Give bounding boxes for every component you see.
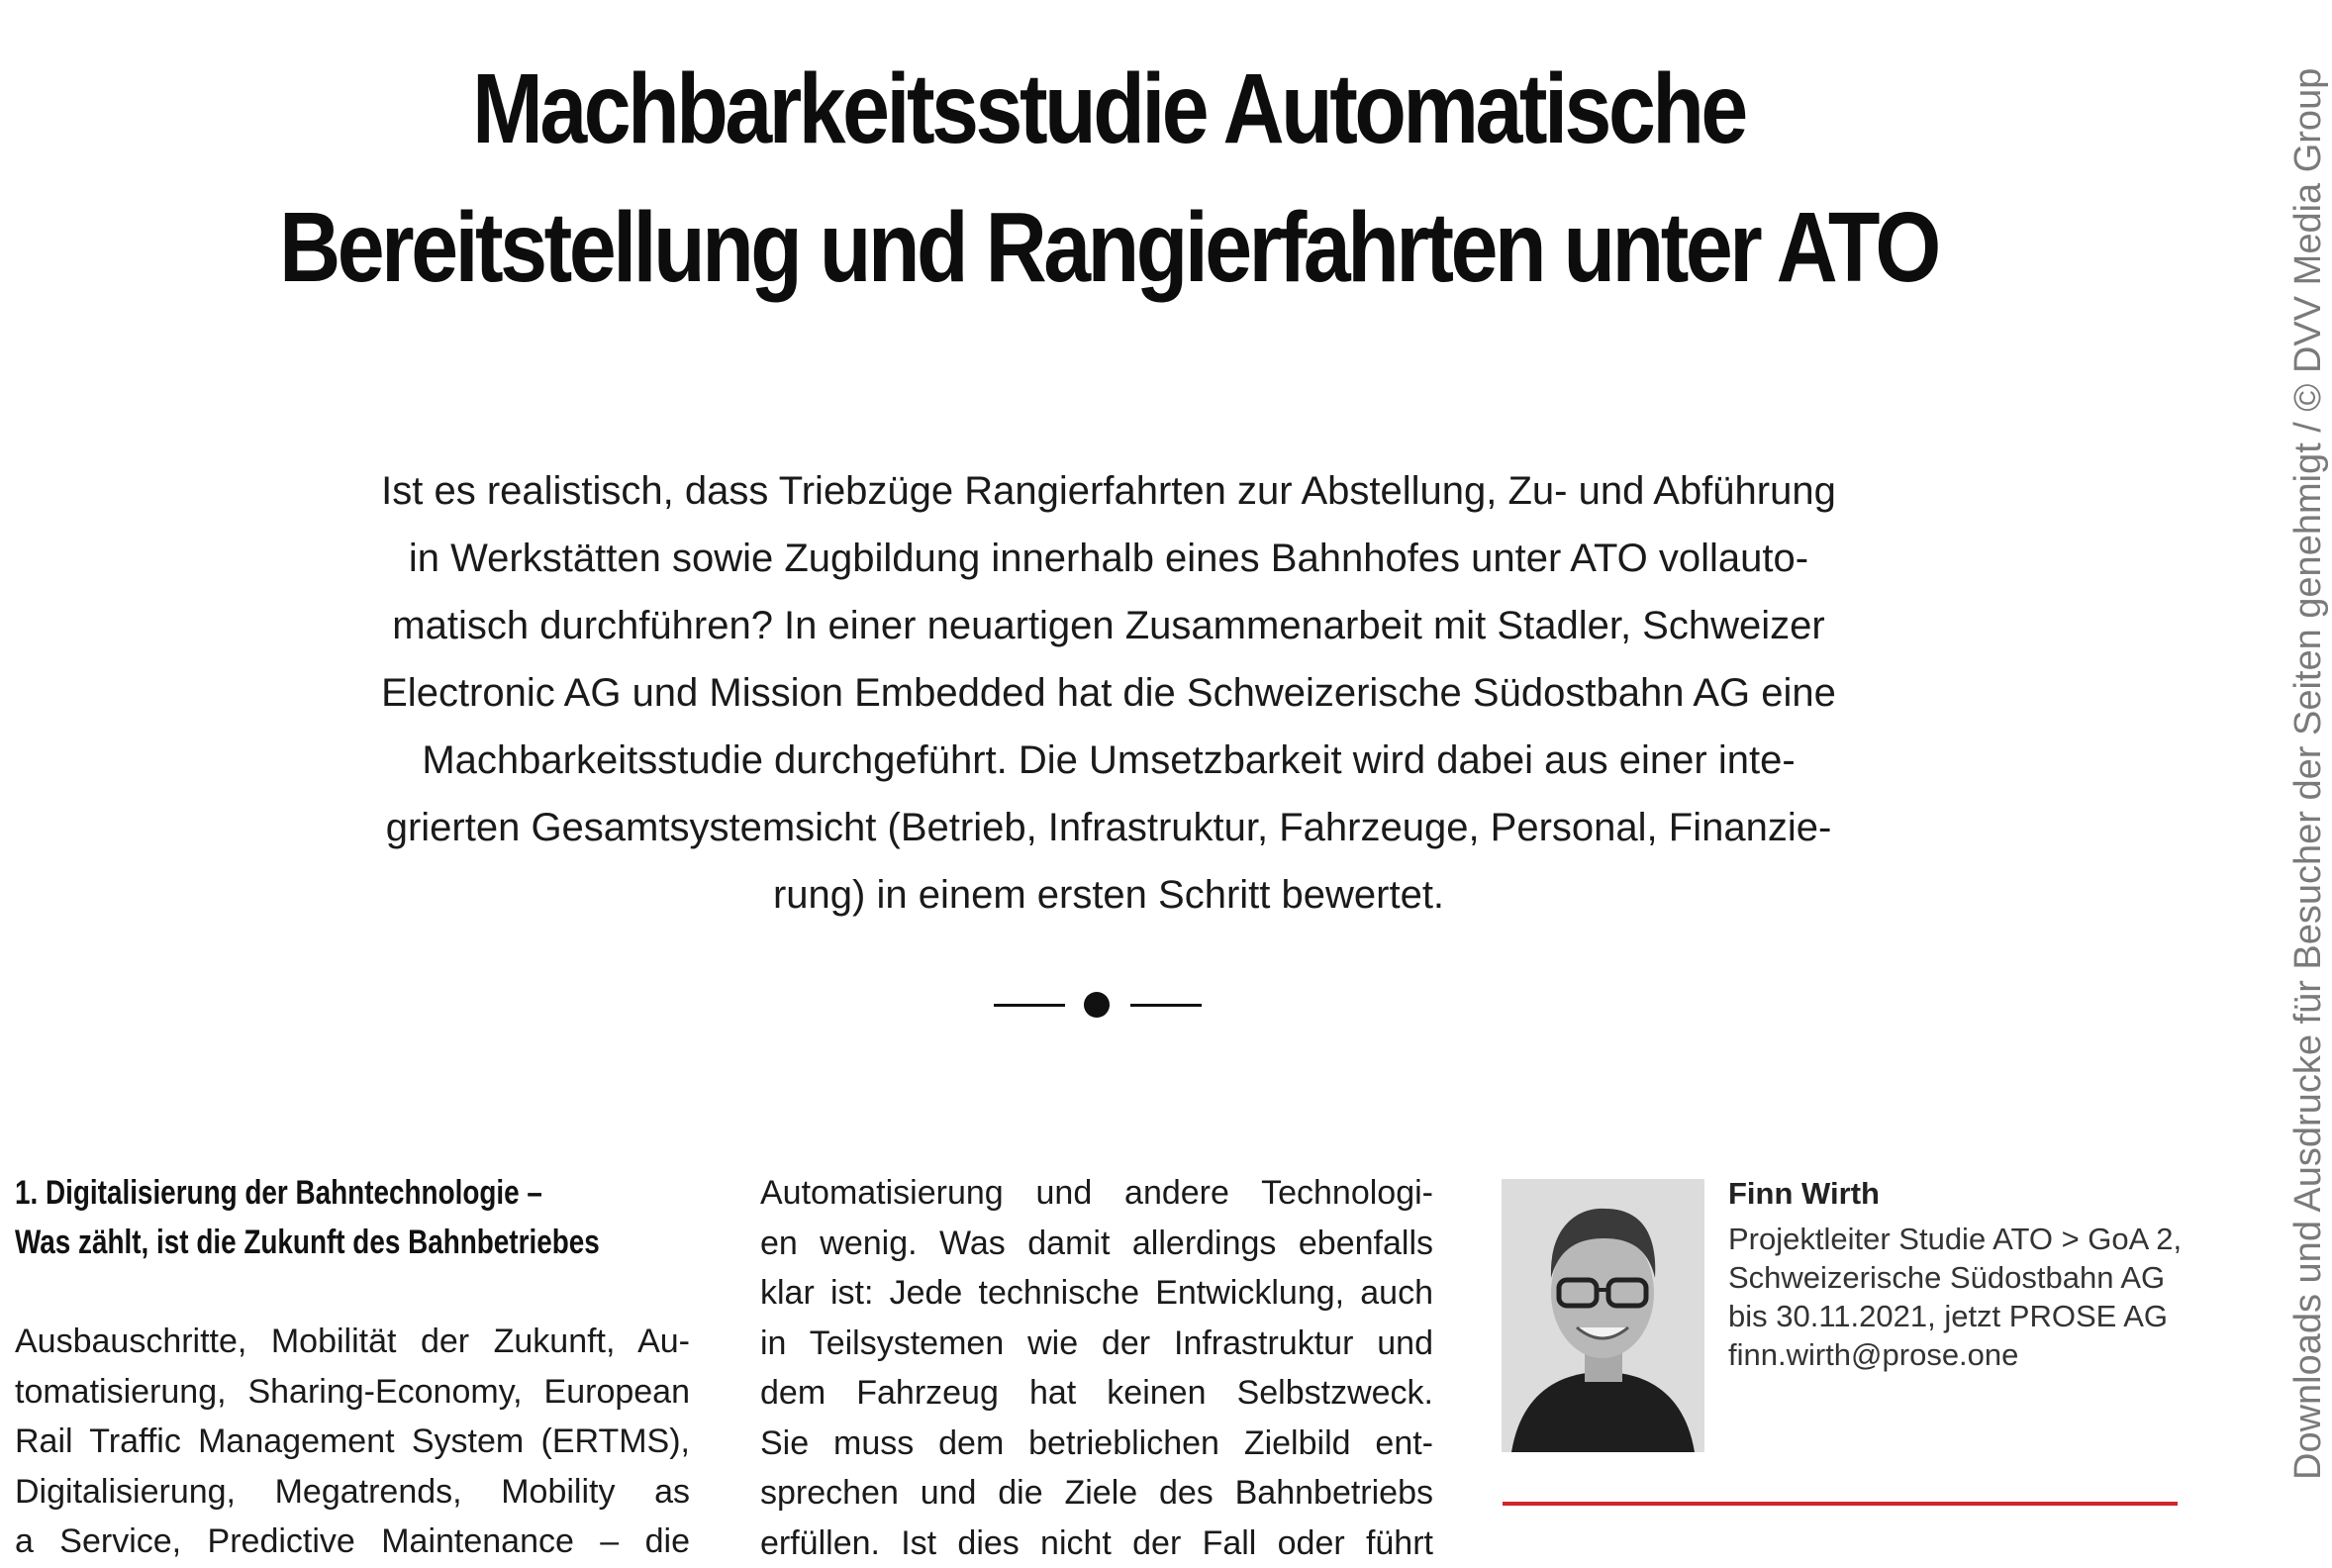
author-portrait-image	[1502, 1179, 1704, 1452]
body-line: Ausbauschritte, Mobilität der Zukunft, Au-	[15, 1317, 690, 1367]
author-role: Projektleiter Studie ATO > GoA 2,	[1728, 1220, 2203, 1258]
body-line: Automatisierung und andere Technologi-	[760, 1168, 1433, 1219]
title-line-1: Machbarkeitsstudie Automatische	[257, 40, 1960, 178]
author-company: Schweizerische Südostbahn AG	[1728, 1258, 2203, 1297]
section-heading-line-1: 1. Digitalisierung der Bahntechnologie –	[15, 1168, 568, 1218]
column-1-body	[15, 1317, 690, 1567]
author-box	[1728, 1174, 2203, 1374]
section-divider-ornament	[994, 990, 1202, 1020]
column-2-body	[760, 1168, 1433, 1568]
lead-line: rung) in einem ersten Schritt bewertet.	[317, 861, 1900, 929]
body-line: in Teilsystemen wie der Infrastruktur und	[760, 1319, 1433, 1369]
body-line: tomatisierung, Sharing-Economy, European	[15, 1367, 690, 1418]
author-email[interactable]: finn.wirth@prose.one	[1728, 1335, 2203, 1374]
section-heading	[15, 1168, 568, 1267]
lead-line: Machbarkeitsstudie durchgeführt. Die Umsetzbarkeit wird dabei aus einer inte-	[317, 727, 1900, 794]
body-line: Rail Traffic Management System (ERTMS),	[15, 1417, 690, 1467]
text-column-2	[760, 1168, 1433, 1568]
lead-line: in Werkstätten sowie Zugbildung innerhalb eines Bahnhofes unter ATO vollauto-	[317, 525, 1900, 592]
body-line: Sie muss dem betrieblichen Zielbild ent-	[760, 1419, 1433, 1469]
author-photo	[1502, 1179, 1704, 1452]
copyright-sidenote: Downloads und Ausdrucke für Besucher der Seiten genehmigt / © DVV Media Group	[2284, 0, 2332, 1480]
body-line: en wenig. Was damit allerdings ebenfalls	[760, 1219, 1433, 1269]
divider-dot	[1084, 992, 1110, 1018]
body-line: Digitalisierung, Megatrends, Mobility as	[15, 1467, 690, 1518]
body-line: klar ist: Jede technische Entwicklung, auch	[760, 1268, 1433, 1319]
body-line: dem Fahrzeug hat keinen Selbstzweck.	[760, 1368, 1433, 1419]
body-line: erfüllen. Ist dies nicht der Fall oder führt	[760, 1519, 1433, 1568]
author-separator-rule	[1503, 1502, 2178, 1506]
lead-line: grierten Gesamtsystemsicht (Betrieb, Infrastruktur, Fahrzeuge, Personal, Finanzie-	[317, 794, 1900, 861]
article-title	[257, 40, 1960, 317]
author-affiliation: bis 30.11.2021, jetzt PROSE AG	[1728, 1297, 2203, 1335]
divider-line-right	[1130, 1004, 1202, 1007]
lead-line: matisch durchführen? In einer neuartigen Zusammenarbeit mit Stadler, Schweizer	[317, 592, 1900, 659]
author-info	[1728, 1220, 2203, 1374]
divider-line-left	[994, 1004, 1065, 1007]
author-name: Finn Wirth	[1728, 1174, 2203, 1214]
body-line: sprechen und die Ziele des Bahnbetriebs	[760, 1468, 1433, 1519]
body-line: a Service, Predictive Maintenance – die	[15, 1517, 690, 1567]
section-heading-line-2: Was zählt, ist die Zukunft des Bahnbetriebes	[15, 1218, 568, 1267]
lead-line: Ist es realistisch, dass Triebzüge Rangierfahrten zur Abstellung, Zu- und Abführung	[317, 457, 1900, 525]
lead-paragraph	[317, 457, 1900, 929]
title-line-2: Bereitstellung und Rangierfahrten unter ATO	[257, 178, 1960, 317]
lead-line: Electronic AG und Mission Embedded hat die Schweizerische Südostbahn AG eine	[317, 659, 1900, 727]
text-column-1	[15, 1168, 690, 1567]
